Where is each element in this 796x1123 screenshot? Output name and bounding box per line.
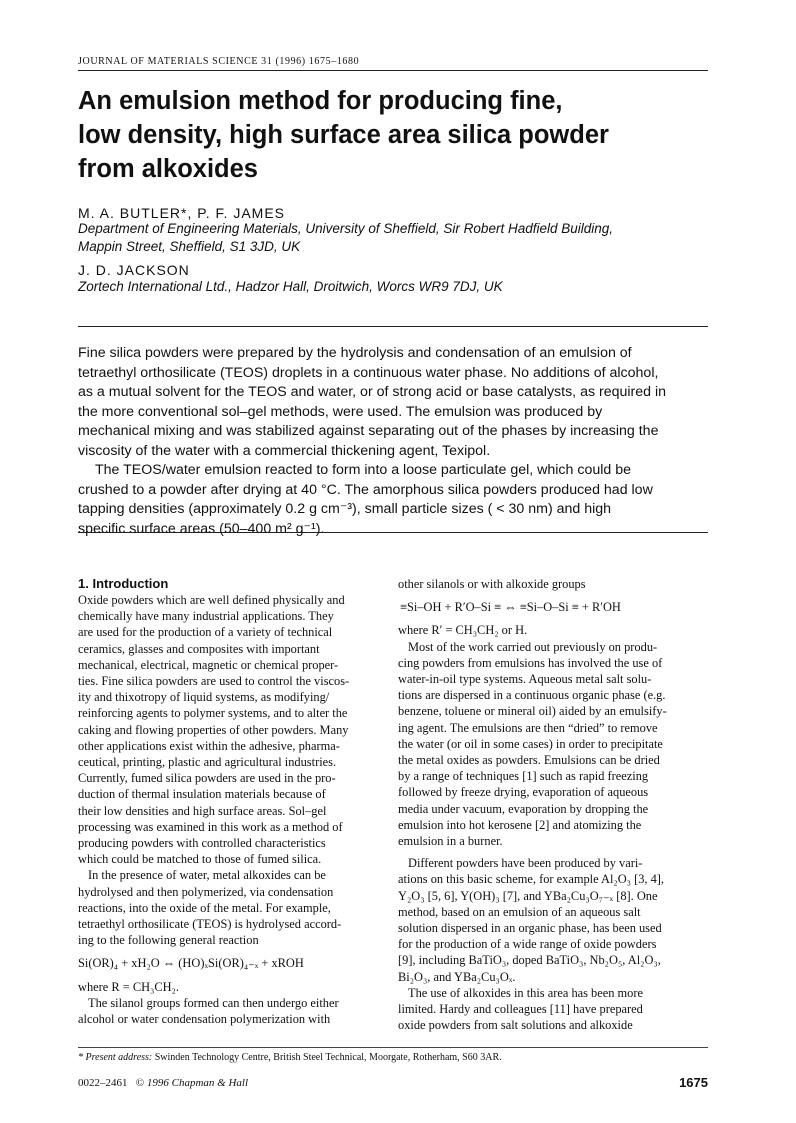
body-line: reinforcing agents to polymer systems, and to alter the xyxy=(78,706,348,721)
footnote-label: * Present address: xyxy=(78,1052,153,1063)
body-line: where R′ = CH₃CH₂ or H. xyxy=(398,623,528,638)
body-line: benzene, toluene or mineral oil) aided by an emulsify- xyxy=(398,704,667,719)
body-line: chemically have many industrial applications. They xyxy=(78,609,334,624)
body-line: reactions, into the oxide of the metal. For example, xyxy=(78,900,331,915)
affiliation-secondary: Zortech International Ltd., Hadzor Hall, Droitwich, Worcs WR9 7DJ, UK xyxy=(78,279,503,294)
body-line: method, based on an emulsion of an aqueous salt xyxy=(398,904,641,919)
abstract-line: Fine silica powders were prepared by the hydrolysis and condensation of an emulsion of xyxy=(78,345,632,361)
body-line: Different powders have been produced by vari- xyxy=(408,856,643,871)
body-line: oxide powders from salt solutions and alkoxide xyxy=(398,1018,633,1033)
title-line: low density, high surface area silica powder xyxy=(78,121,609,149)
header-rule xyxy=(78,70,708,71)
body-line: Bi₂O₃, and YBa₂Cu₃Oₓ. xyxy=(398,969,516,984)
copyright-symbol: © xyxy=(135,1077,145,1089)
body-line: The use of alkoxides in this area has been more xyxy=(408,985,643,1000)
body-line: [9], including BaTiO₃, doped BaTiO₃, Nb₂O₅, Al₂O₃, xyxy=(398,953,661,968)
body-line: which could be matched to those of fumed silica. xyxy=(78,852,322,867)
abstract-line: The TEOS/water emulsion reacted to form into a loose particulate gel, which could be xyxy=(95,462,631,478)
abstract-line: tetraethyl orthosilicate (TEOS) droplets in a continuous water phase. No additions of alcohol, xyxy=(78,364,659,381)
body-line: solution dispersed in an organic phase, has been used xyxy=(398,921,662,936)
footnote xyxy=(78,1052,502,1063)
title-line: from alkoxides xyxy=(78,155,258,183)
publisher: 1996 Chapman & Hall xyxy=(146,1077,249,1089)
authors-primary: M. A. BUTLER*, P. F. JAMES xyxy=(78,205,286,221)
body-line: emulsion into hot kerosene [2] and atomizing the xyxy=(398,817,642,832)
section-heading: 1. Introduction xyxy=(78,576,169,591)
body-line: Oxide powders which are well defined physically and xyxy=(78,593,345,607)
body-line: The silanol groups formed can then undergo either xyxy=(88,995,339,1010)
body-line: limited. Hardy and colleagues [11] have prepared xyxy=(398,1002,643,1017)
body-line: ity and thixotropy of liquid systems, as modifying/ xyxy=(78,690,330,705)
body-line: followed by freeze drying, evaporation of aqueous xyxy=(398,785,649,800)
body-line: their low densities and high surface areas. Sol–gel xyxy=(78,803,327,818)
body-line: other applications exist within the adhesive, pharma- xyxy=(78,738,340,753)
body-line: for the production of a wide range of oxide powders xyxy=(398,937,657,952)
abstract-line: specific surface areas (50–400 m² g⁻¹). xyxy=(78,520,325,537)
body-line: emulsion in a burner. xyxy=(398,834,503,849)
affiliation-line: Department of Engineering Materials, University of Sheffield, Sir Robert Hadfield Building, xyxy=(78,221,614,236)
body-line: cing powders from emulsions has involved the use of xyxy=(398,655,663,670)
right-column xyxy=(398,576,708,1033)
body-line: by a range of techniques [1] such as rapid freezing xyxy=(398,769,649,784)
abstract-line: as a mutual solvent for the TEOS and water, or of strong acid or base catalysts, as required in xyxy=(78,384,667,400)
body-line: Y₂O₃ [5, 6], Y(OH)₃ [7], and YBa₂Cu₃O₇₋ₓ [8]. One xyxy=(398,888,658,903)
affiliation-line: Mappin Street, Sheffield, S1 3JD, UK xyxy=(78,239,301,254)
abstract xyxy=(78,344,708,539)
body-line: ing agent. The emulsions are then “dried” to remove xyxy=(398,720,658,735)
issn: 0022–2461 xyxy=(78,1077,128,1089)
body-line: Currently, fumed silica powders are used in the pro- xyxy=(78,771,336,786)
body-line: where R = CH₃CH₂. xyxy=(78,979,179,994)
affiliation-primary xyxy=(78,220,613,256)
footnote-rule xyxy=(78,1047,708,1048)
abstract-line: mechanical mixing and was stabilized against separating out of the phases by increasing the xyxy=(78,423,659,439)
issn-line xyxy=(78,1077,248,1089)
abstract-line: crushed to a powder after drying at 40 °C. The amorphous silica powders produced had low xyxy=(78,481,653,498)
body-line: tetraethyl orthosilicate (TEOS) is hydrolysed accord- xyxy=(78,917,342,932)
body-line: duction of thermal insulation materials because of xyxy=(78,787,326,802)
equation-hydrolysis: Si(OR)₄ + xH₂O ⇔ (HO)ₓSi(OR)₄₋ₓ + xROH xyxy=(78,956,304,971)
paper-title xyxy=(78,84,698,186)
body-line: mechanical, electrical, magnetic or chemical proper- xyxy=(78,657,339,672)
equation-condensation: ≡Si–OH + R′O–Si ≡ ⇔ ≡Si–O–Si ≡ + R′OH xyxy=(400,600,621,615)
abstract-line: viscosity of the water with a commercial thickening agent, Texipol. xyxy=(78,442,491,459)
body-line: ceramics, glasses and composites with important xyxy=(78,641,320,656)
body-line: other silanols or with alkoxide groups xyxy=(398,577,586,591)
body-line: media under vacuum, evaporation by dropping the xyxy=(398,801,649,816)
body-line: tions are dispersed in a continuous organic phase (e.g. xyxy=(398,688,666,703)
body-line: producing powders with controlled characteristics xyxy=(78,836,326,851)
abstract-line: the more conventional sol–gel methods, were used. The emulsion was produced by xyxy=(78,403,603,420)
body-line: ing to the following general reaction xyxy=(78,933,259,948)
body-line: ceutical, printing, plastic and agricultural industries. xyxy=(78,755,337,770)
abstract-bottom-rule xyxy=(78,532,708,533)
body-line: caking and flowing properties of other powders. Many xyxy=(78,722,349,737)
body-line: the metal oxides as powders. Emulsions can be dried xyxy=(398,753,660,768)
abstract-line: tapping densities (approximately 0.2 g cm⁻³), small particle sizes ( < 30 nm) and high xyxy=(78,501,612,517)
body-line: alcohol or water condensation polymerization with xyxy=(78,1012,331,1027)
body-line: Most of the work carried out previously on produ- xyxy=(408,639,658,654)
authors-secondary: J. D. JACKSON xyxy=(78,262,190,278)
body-line: the water (or oil in some cases) in order to precipitate xyxy=(398,736,663,751)
journal-header: JOURNAL OF MATERIALS SCIENCE 31 (1996) 1675–1680 xyxy=(78,56,360,67)
body-line: are used for the production of a variety of technical xyxy=(78,625,333,640)
page-number: 1675 xyxy=(679,1075,708,1090)
abstract-top-rule xyxy=(78,326,708,327)
body-line: In the presence of water, metal alkoxides can be xyxy=(88,868,326,883)
body-line: ations on this basic scheme, for example Al₂O₃ [3, 4], xyxy=(398,872,665,887)
footnote-text: Swinden Technology Centre, British Steel Technical, Moorgate, Rotherham, S60 3AR. xyxy=(152,1052,502,1063)
body-line: water-in-oil type systems. Aqueous metal salt solu- xyxy=(398,672,652,687)
body-line: ties. Fine silica powders are used to control the viscos- xyxy=(78,674,350,689)
body-line: processing was examined in this work as a method of xyxy=(78,819,343,834)
title-line: An emulsion method for producing fine, xyxy=(78,87,563,115)
left-column xyxy=(78,576,388,1027)
body-line: hydrolysed and then polymerized, via condensation xyxy=(78,884,334,899)
